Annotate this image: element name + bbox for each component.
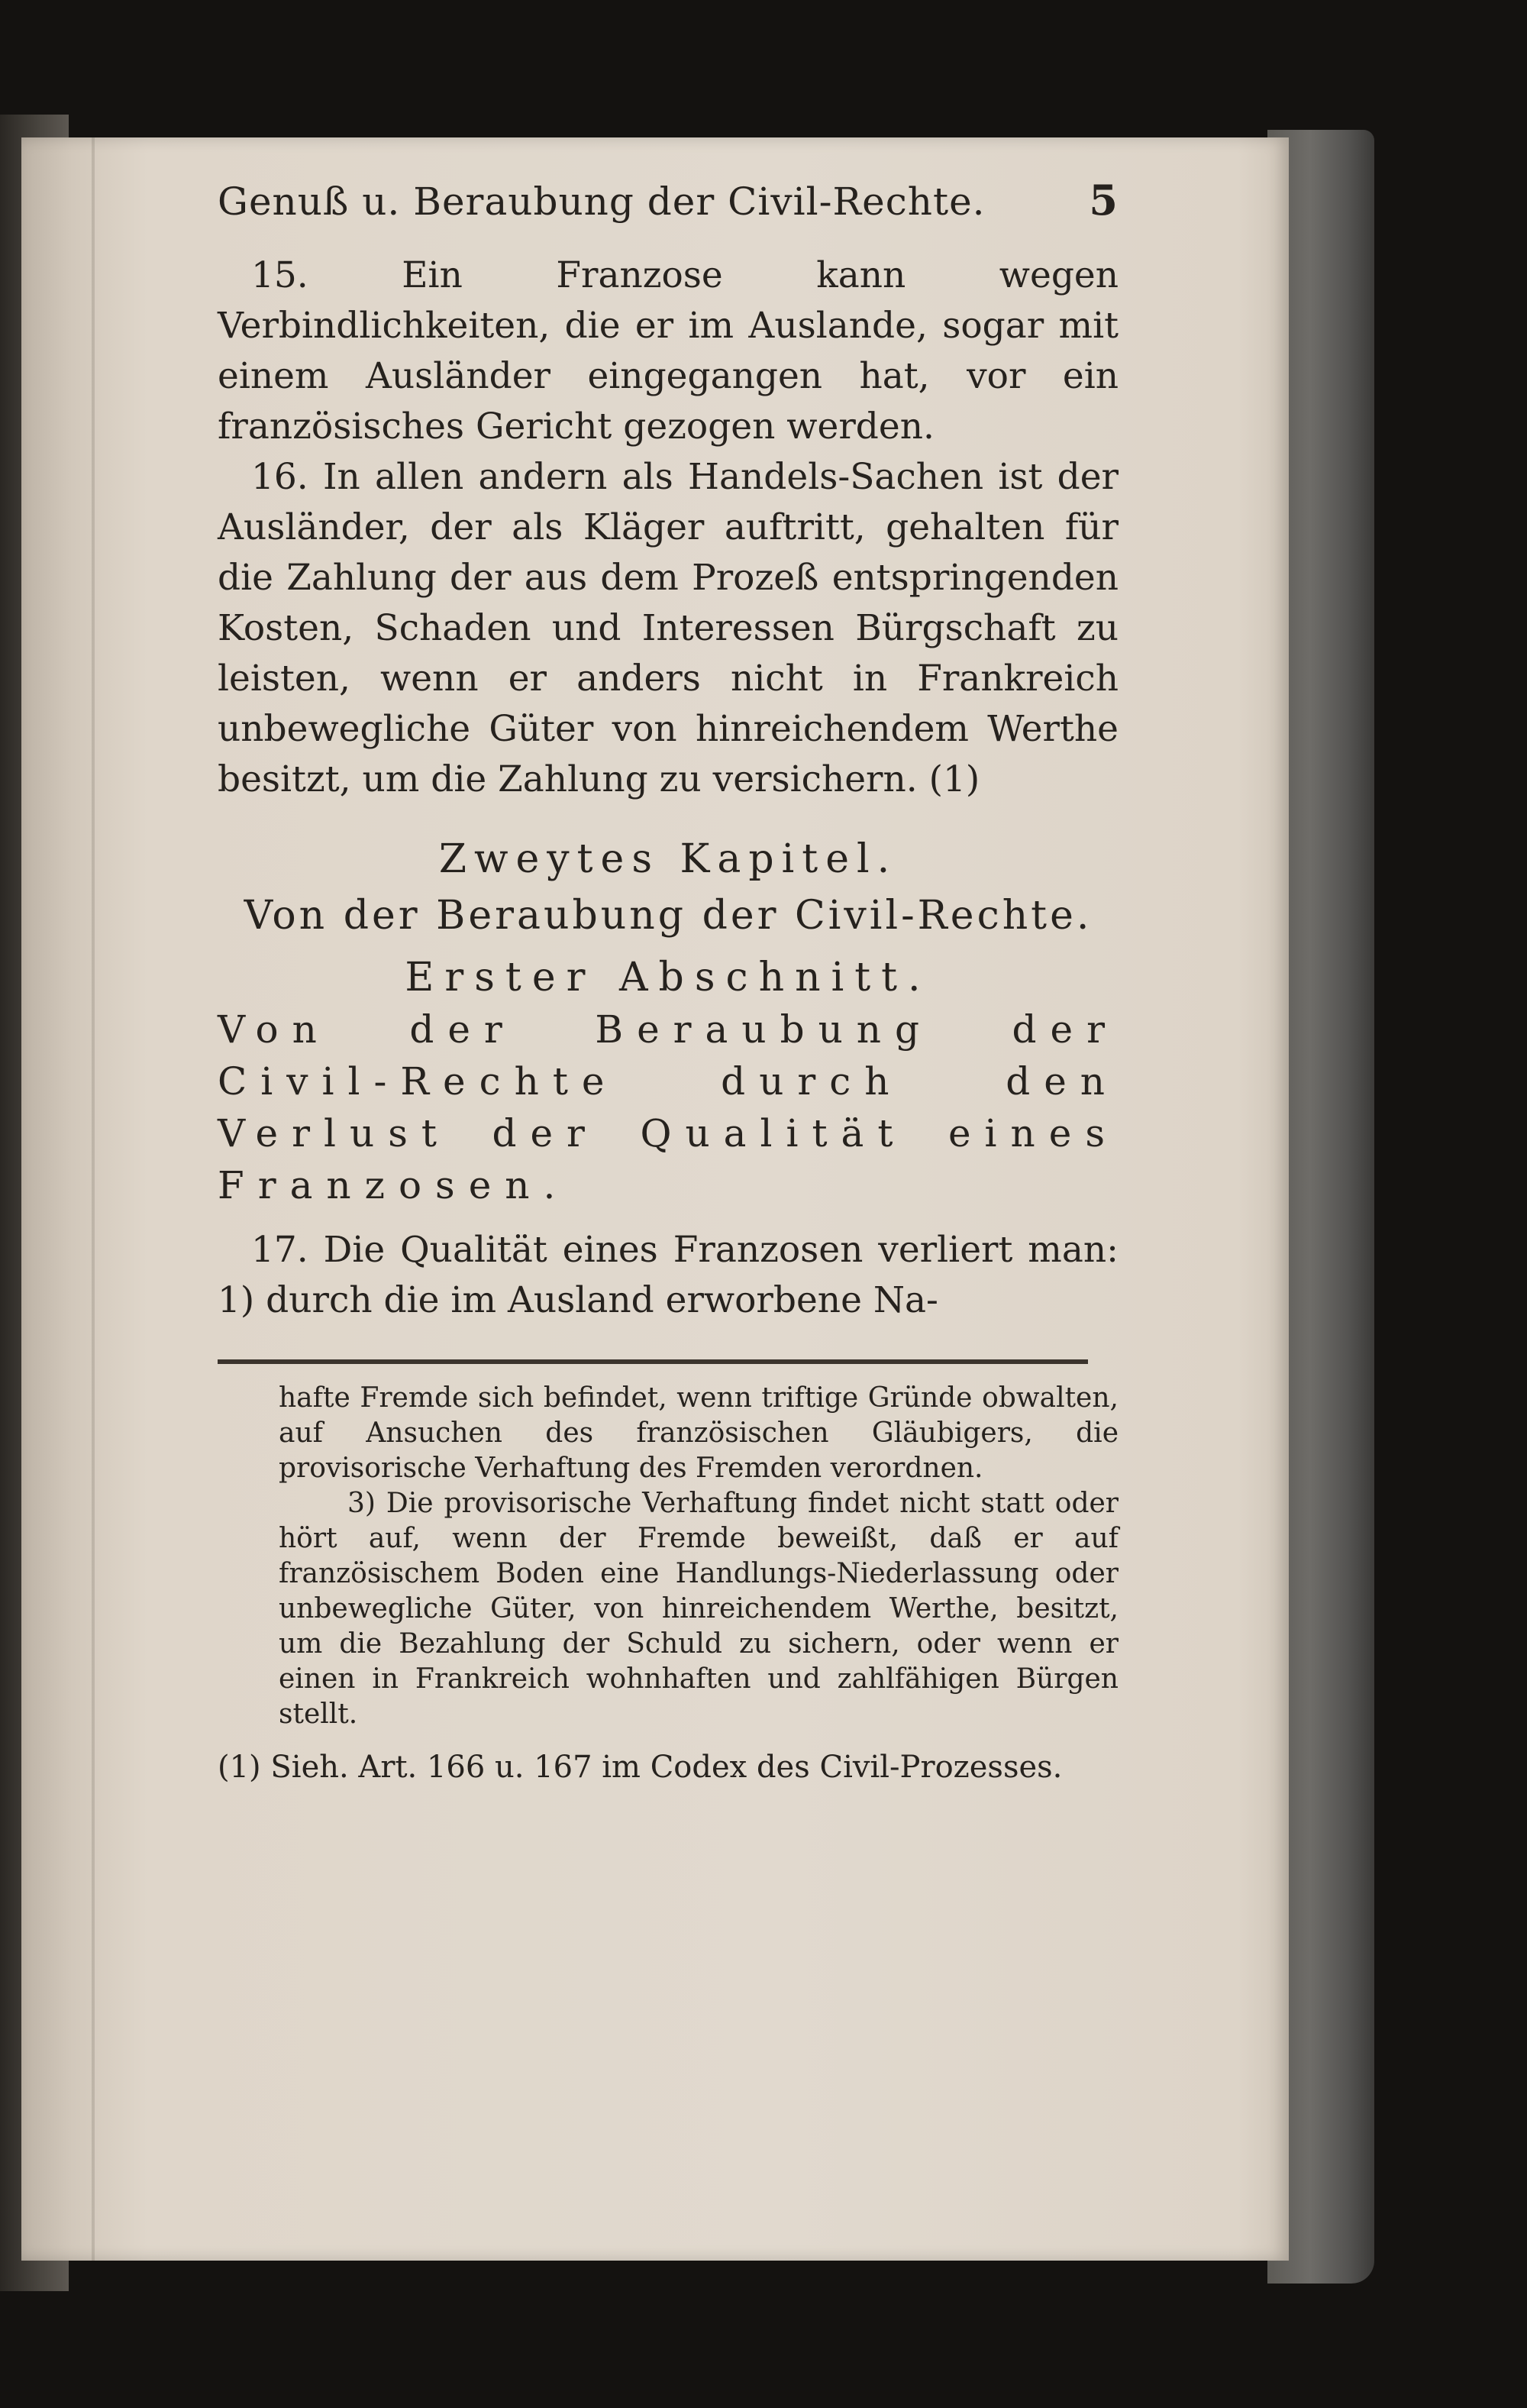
running-title: Genuß u. Beraubung der Civil-Rechte. — [218, 179, 986, 224]
footnote-3: 3) Die provisorische Verhaftung findet nicht statt oder hört auf, wenn der Fremde beweißt, daß er auf französischem Boden eine Handlungs-Niederlassung oder unbewegliche Güter, von hinreichendem Werthe, besitzt, um die Bezahlung der Schuld zu sichern, oder wenn er einen in Frankreich wohnhaften und zahlfähigen Bürgen stellt. — [279, 1488, 1119, 1730]
paragraph-15: 15. Ein Franzose kann wegen Verbindlichkeiten, die er im Auslande, sogar mit einem Ausländer eingegangen hat, vor ein französisches Gericht gezogen werden. — [218, 254, 1119, 448]
page-number: 5 — [1089, 176, 1119, 225]
paragraph-17: 17. Die Qualität eines Franzosen verliert man: 1) durch die im Ausland erworbene Na- — [218, 1229, 1119, 1321]
page-gutter — [92, 137, 95, 2261]
page-content — [218, 176, 1119, 1819]
footnote-separator — [218, 1359, 1088, 1364]
footnote-continuation: hafte Fremde sich befindet, wenn triftige Gründe obwalten, auf Ansuchen des französischen Gläubigers, die provisorische Verhaftung des Fremden verordnen. — [279, 1382, 1119, 1484]
paragraph-16: 16. In allen andern als Handels-Sachen ist der Ausländer, der als Kläger auftritt, gehalten für die Zahlung der aus dem Prozeß entspringenden Kosten, Schaden und Interessen Bürgschaft zu leisten, wenn er anders nicht in Frankreich unbewegliche Güter von hinreichendem Werthe besitzt, um die Zahlung zu versichern. (1) — [218, 456, 1119, 800]
footnote-1: (1) Sieh. Art. 166 u. 167 im Codex des Civil-Prozesses. — [218, 1750, 1063, 1785]
chapter-heading — [218, 831, 1119, 944]
section-label: Erster Abschnitt. — [405, 955, 931, 1000]
chapter-label: Zweytes Kapitel. — [438, 836, 898, 882]
running-head — [218, 176, 1119, 225]
section-title: Von der Beraubung der Civil-Rechte durch den Verlust der Qualität eines Franzosen. — [218, 1007, 1119, 1207]
chapter-title: Von der Beraubung der Civil-Rechte. — [244, 893, 1093, 939]
